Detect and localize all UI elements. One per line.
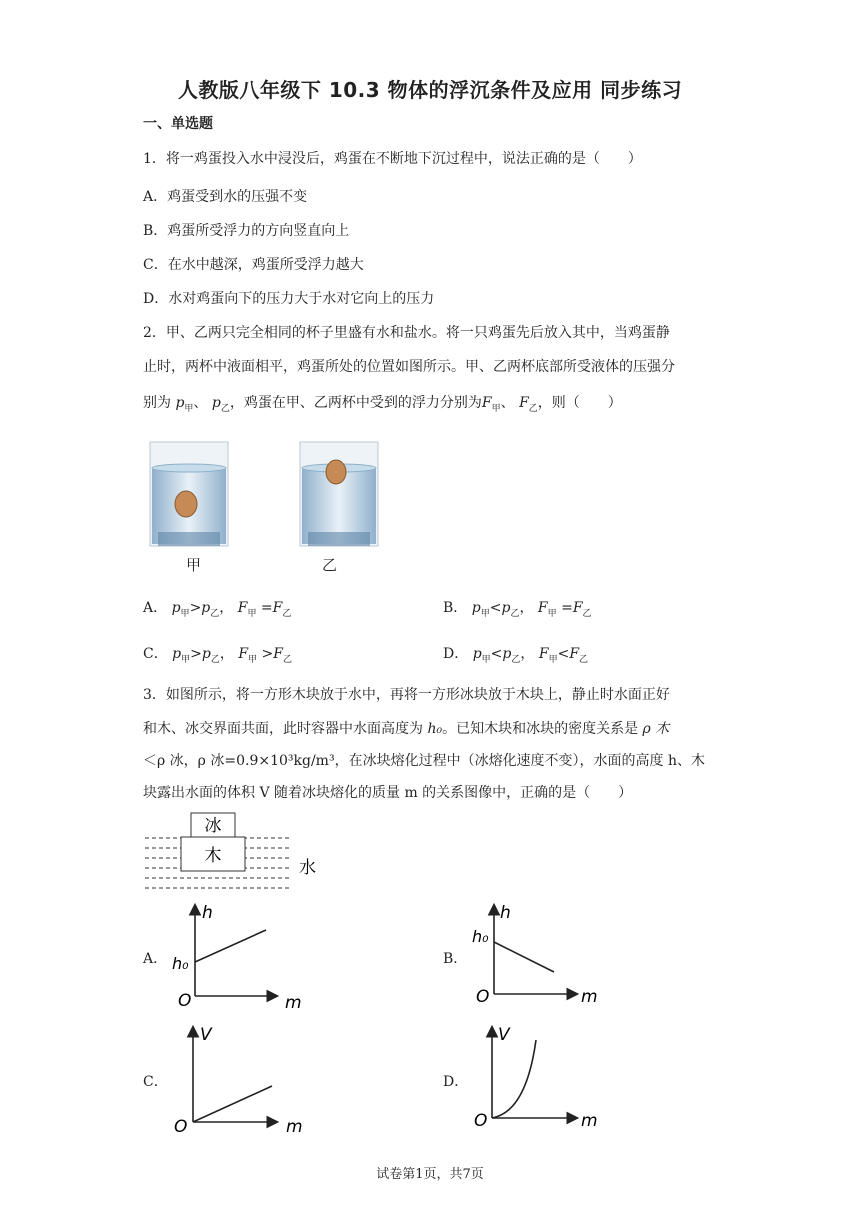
graph-a bbox=[168, 898, 308, 1010]
svg-text:O: O bbox=[178, 991, 192, 1010]
q2-line2: 止时，两杯中液面相平，鸡蛋所处的位置如图所示。甲、乙两杯底部所受液体的压强分 bbox=[143, 359, 675, 375]
svg-text:V: V bbox=[498, 1025, 510, 1045]
q3-option-d-letter: D． bbox=[443, 1074, 469, 1090]
glass-yi-label: 乙 bbox=[322, 556, 338, 574]
q1-option-a: A．鸡蛋受到水的压强不变 bbox=[143, 189, 308, 205]
q3-option-a-letter: A． bbox=[143, 951, 168, 967]
svg-text:m: m bbox=[286, 1117, 303, 1137]
q2-option-c: C． $p_甲>p_乙$， $F_甲 >F_乙$ bbox=[143, 646, 292, 665]
svg-text:O: O bbox=[474, 1111, 488, 1131]
q3-option-c-letter: C． bbox=[143, 1074, 168, 1090]
q1-option-c: C．在水中越深，鸡蛋所受浮力越大 bbox=[143, 257, 364, 273]
q1-option-b: B．鸡蛋所受浮力的方向竖直向上 bbox=[143, 223, 350, 239]
graph-a-line bbox=[195, 930, 266, 962]
q2-option-d: D． $p_甲<p_乙$， $F_甲<F_乙$ bbox=[443, 646, 589, 665]
svg-text:V: V bbox=[200, 1025, 212, 1045]
q3-line2: 和木、冰交界面共面，此时容器中水面高度为 h₀。已知木块和冰块的密度关系是 ρ 木 bbox=[143, 721, 670, 737]
page-title: 人教版八年级下 10.3 物体的浮沉条件及应用 同步练习 bbox=[177, 78, 683, 102]
q3-option-b-letter: B． bbox=[443, 951, 468, 967]
section-heading: 一、单选题 bbox=[143, 116, 213, 132]
q1-stem: 1．将一鸡蛋投入水中浸没后，鸡蛋在不断地下沉过程中，说法正确的是（ ） bbox=[143, 151, 642, 167]
svg-text:m: m bbox=[581, 987, 598, 1007]
q2-line1: 2．甲、乙两只完全相同的杯子里盛有水和盐水。将一只鸡蛋先后放入其中，当鸡蛋静 bbox=[143, 325, 670, 341]
glass-jia-label: 甲 bbox=[186, 556, 202, 574]
q2-option-a: A． $p_甲>p_乙$， $F_甲 =F_乙$ bbox=[143, 600, 292, 619]
svg-text:m: m bbox=[285, 993, 302, 1010]
page-footer: 试卷第1页，共7页 bbox=[376, 1167, 484, 1182]
water-label: 水 bbox=[299, 858, 316, 878]
svg-text:O: O bbox=[174, 1117, 188, 1137]
q2-option-b: B． $p_甲<p_乙$， $F_甲 =F_乙$ bbox=[443, 600, 592, 619]
q3-line3: ＜ρ 冰，ρ 冰=0.9×10³kg/m³，在冰块熔化过程中（冰熔化速度不变），水面的高度 h、木 bbox=[143, 753, 706, 769]
ice-label: 冰 bbox=[204, 816, 222, 836]
glass-jia-figure bbox=[148, 440, 230, 550]
svg-text:h₀: h₀ bbox=[172, 954, 189, 973]
svg-text:O: O bbox=[476, 987, 490, 1007]
wood-label: 木 bbox=[204, 846, 222, 866]
graph-c-line bbox=[193, 1086, 272, 1122]
graph-b-line bbox=[494, 942, 554, 972]
q2-line3: 别为 $p_甲$、 $p_乙$，鸡蛋在甲、乙两杯中受到的浮力分别为$F_甲$、 $F_乙$，则（ ） bbox=[143, 395, 622, 414]
svg-text:m: m bbox=[581, 1111, 598, 1131]
graph-c bbox=[168, 1020, 308, 1140]
q1-option-d: D．水对鸡蛋向下的压力大于水对它向上的压力 bbox=[143, 291, 435, 307]
q3-line4: 块露出水面的体积 V 随着冰块熔化的质量 m 的关系图像中，正确的是（ ） bbox=[143, 785, 633, 801]
q3-line1: 3．如图所示，将一方形木块放于水中，再将一方形冰块放于木块上，静止时水面正好 bbox=[143, 687, 670, 703]
graph-d-curve bbox=[492, 1040, 536, 1118]
ice-wood-diagram bbox=[143, 810, 323, 900]
graph-d bbox=[468, 1020, 608, 1140]
glass-yi-figure bbox=[298, 440, 380, 550]
svg-text:h₀: h₀ bbox=[472, 927, 489, 946]
svg-text:h: h bbox=[202, 903, 213, 923]
graph-b bbox=[468, 898, 608, 1010]
svg-text:h: h bbox=[500, 903, 511, 923]
